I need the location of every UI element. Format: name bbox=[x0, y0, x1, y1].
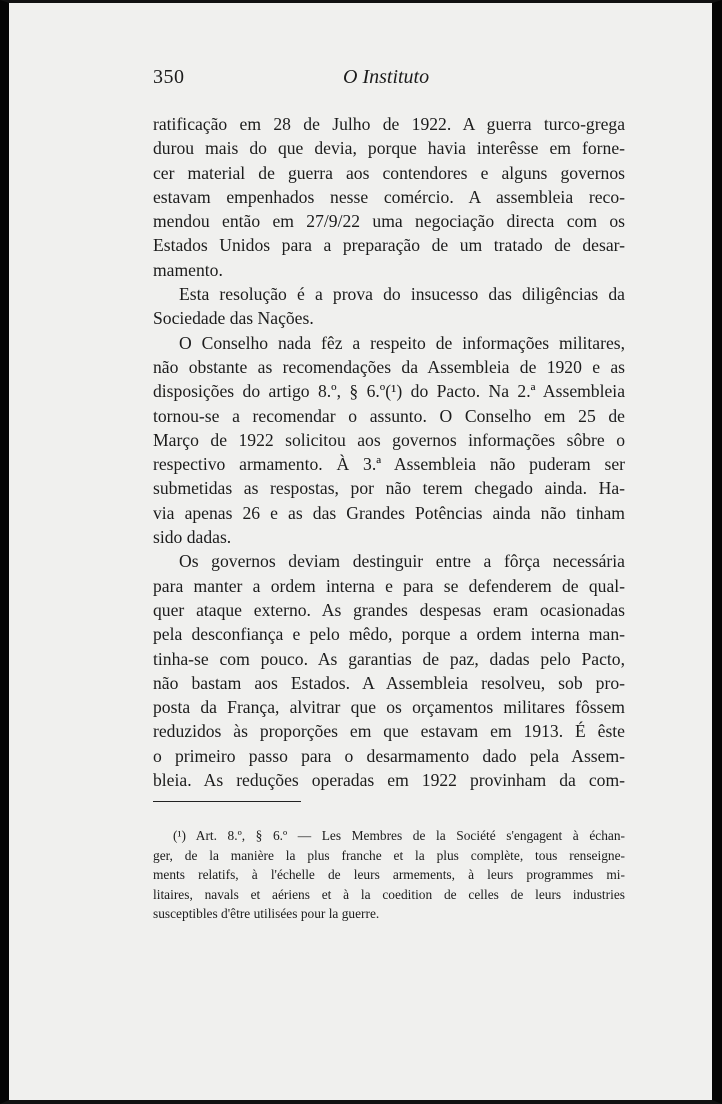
text-line: durou mais do que devia, porque havia interêsse em forne- bbox=[153, 138, 625, 159]
footnote-line: ments relatifs, à l'échelle de leurs armements, à leurs programmes mi- bbox=[153, 867, 625, 883]
text-line: O Conselho nada fêz a respeito de informações militares, bbox=[179, 332, 625, 353]
text-line: tinha-se com pouco. As garantias de paz, dadas pelo Pacto, bbox=[153, 648, 625, 669]
text-line: mamento. bbox=[153, 259, 223, 280]
text-line: ratificação em 28 de Julho de 1922. A guerra turco-grega bbox=[153, 114, 625, 134]
text-line: Sociedade das Nações. bbox=[153, 308, 314, 329]
text-line: cer material de guerra aos contendores e alguns governos bbox=[153, 162, 625, 183]
text-line: para manter a ordem interna e para se defenderem de qual- bbox=[153, 575, 625, 596]
text-line: não obstante as recomendações da Assembleia de 1920 e as bbox=[153, 356, 625, 377]
text-line: Esta resolução é a prova do insucesso das diligências da bbox=[179, 284, 625, 305]
footnote bbox=[153, 826, 625, 924]
text-line: respectivo armamento. À 3.ª Assembleia não puderam ser bbox=[153, 454, 625, 475]
text-line: o primeiro passo para o desarmamento dado pela Assem- bbox=[153, 745, 625, 766]
text-line: pela desconfiança e pelo mêdo, porque a ordem interna man- bbox=[153, 624, 625, 645]
footnote-line: (¹) Art. 8.º, § 6.º — Les Membres de la Société s'engagent à échan- bbox=[173, 828, 625, 843]
text-line: via apenas 26 e as das Grandes Potências ainda não tinham bbox=[153, 502, 625, 523]
text-line: bleia. As reduções operadas em 1922 provinham da com- bbox=[153, 770, 625, 791]
text-line: Os governos deviam destinguir entre a fôrça necessária bbox=[179, 551, 625, 572]
text-line: quer ataque externo. As grandes despesas eram ocasionadas bbox=[153, 599, 625, 620]
page-header bbox=[153, 66, 625, 90]
main-text bbox=[153, 112, 625, 792]
text-line: Estados Unidos para a preparação de um tratado de desar- bbox=[153, 235, 625, 256]
text-line: não bastam aos Estados. A Assembleia resolveu, sob pro- bbox=[153, 672, 625, 693]
footnote-line: ger, de la manière la plus franche et la plus complète, tous renseigne- bbox=[153, 847, 625, 863]
page-number: 350 bbox=[153, 66, 185, 88]
text-line: submetidas as respostas, por não terem chegado ainda. Ha- bbox=[153, 478, 625, 499]
text-line: disposições do artigo 8.º, § 6.º(¹) do Pacto. Na 2.ª Assembleia bbox=[153, 381, 625, 402]
footnote-line: litaires, navals et aériens et à la coedition de celles de leurs industries bbox=[153, 886, 625, 902]
footnote-line: susceptibles d'être utilisées pour la guerre. bbox=[153, 906, 380, 922]
text-line: Março de 1922 solicitou aos governos informações sôbre o bbox=[153, 429, 625, 450]
footnote-separator bbox=[153, 801, 301, 802]
text-line: sido dadas. bbox=[153, 527, 232, 548]
text-line: posta da França, alvitrar que os orçamentos militares fôssem bbox=[153, 697, 625, 718]
paragraph-2 bbox=[153, 282, 625, 331]
paragraph-3 bbox=[153, 331, 625, 550]
running-title: O Instituto bbox=[343, 66, 430, 88]
text-line: tornou-se a recomendar o assunto. O Conselho em 25 de bbox=[153, 405, 625, 426]
text-line: estavam empenhados nesse comércio. A assembleia reco- bbox=[153, 186, 625, 207]
paragraph-1 bbox=[153, 112, 625, 282]
text-line: mendou então em 27/9/22 uma negociação directa com os bbox=[153, 211, 625, 232]
text-line: reduzidos às proporções em que estavam em 1913. É êste bbox=[153, 721, 625, 742]
paragraph-4 bbox=[153, 549, 625, 792]
